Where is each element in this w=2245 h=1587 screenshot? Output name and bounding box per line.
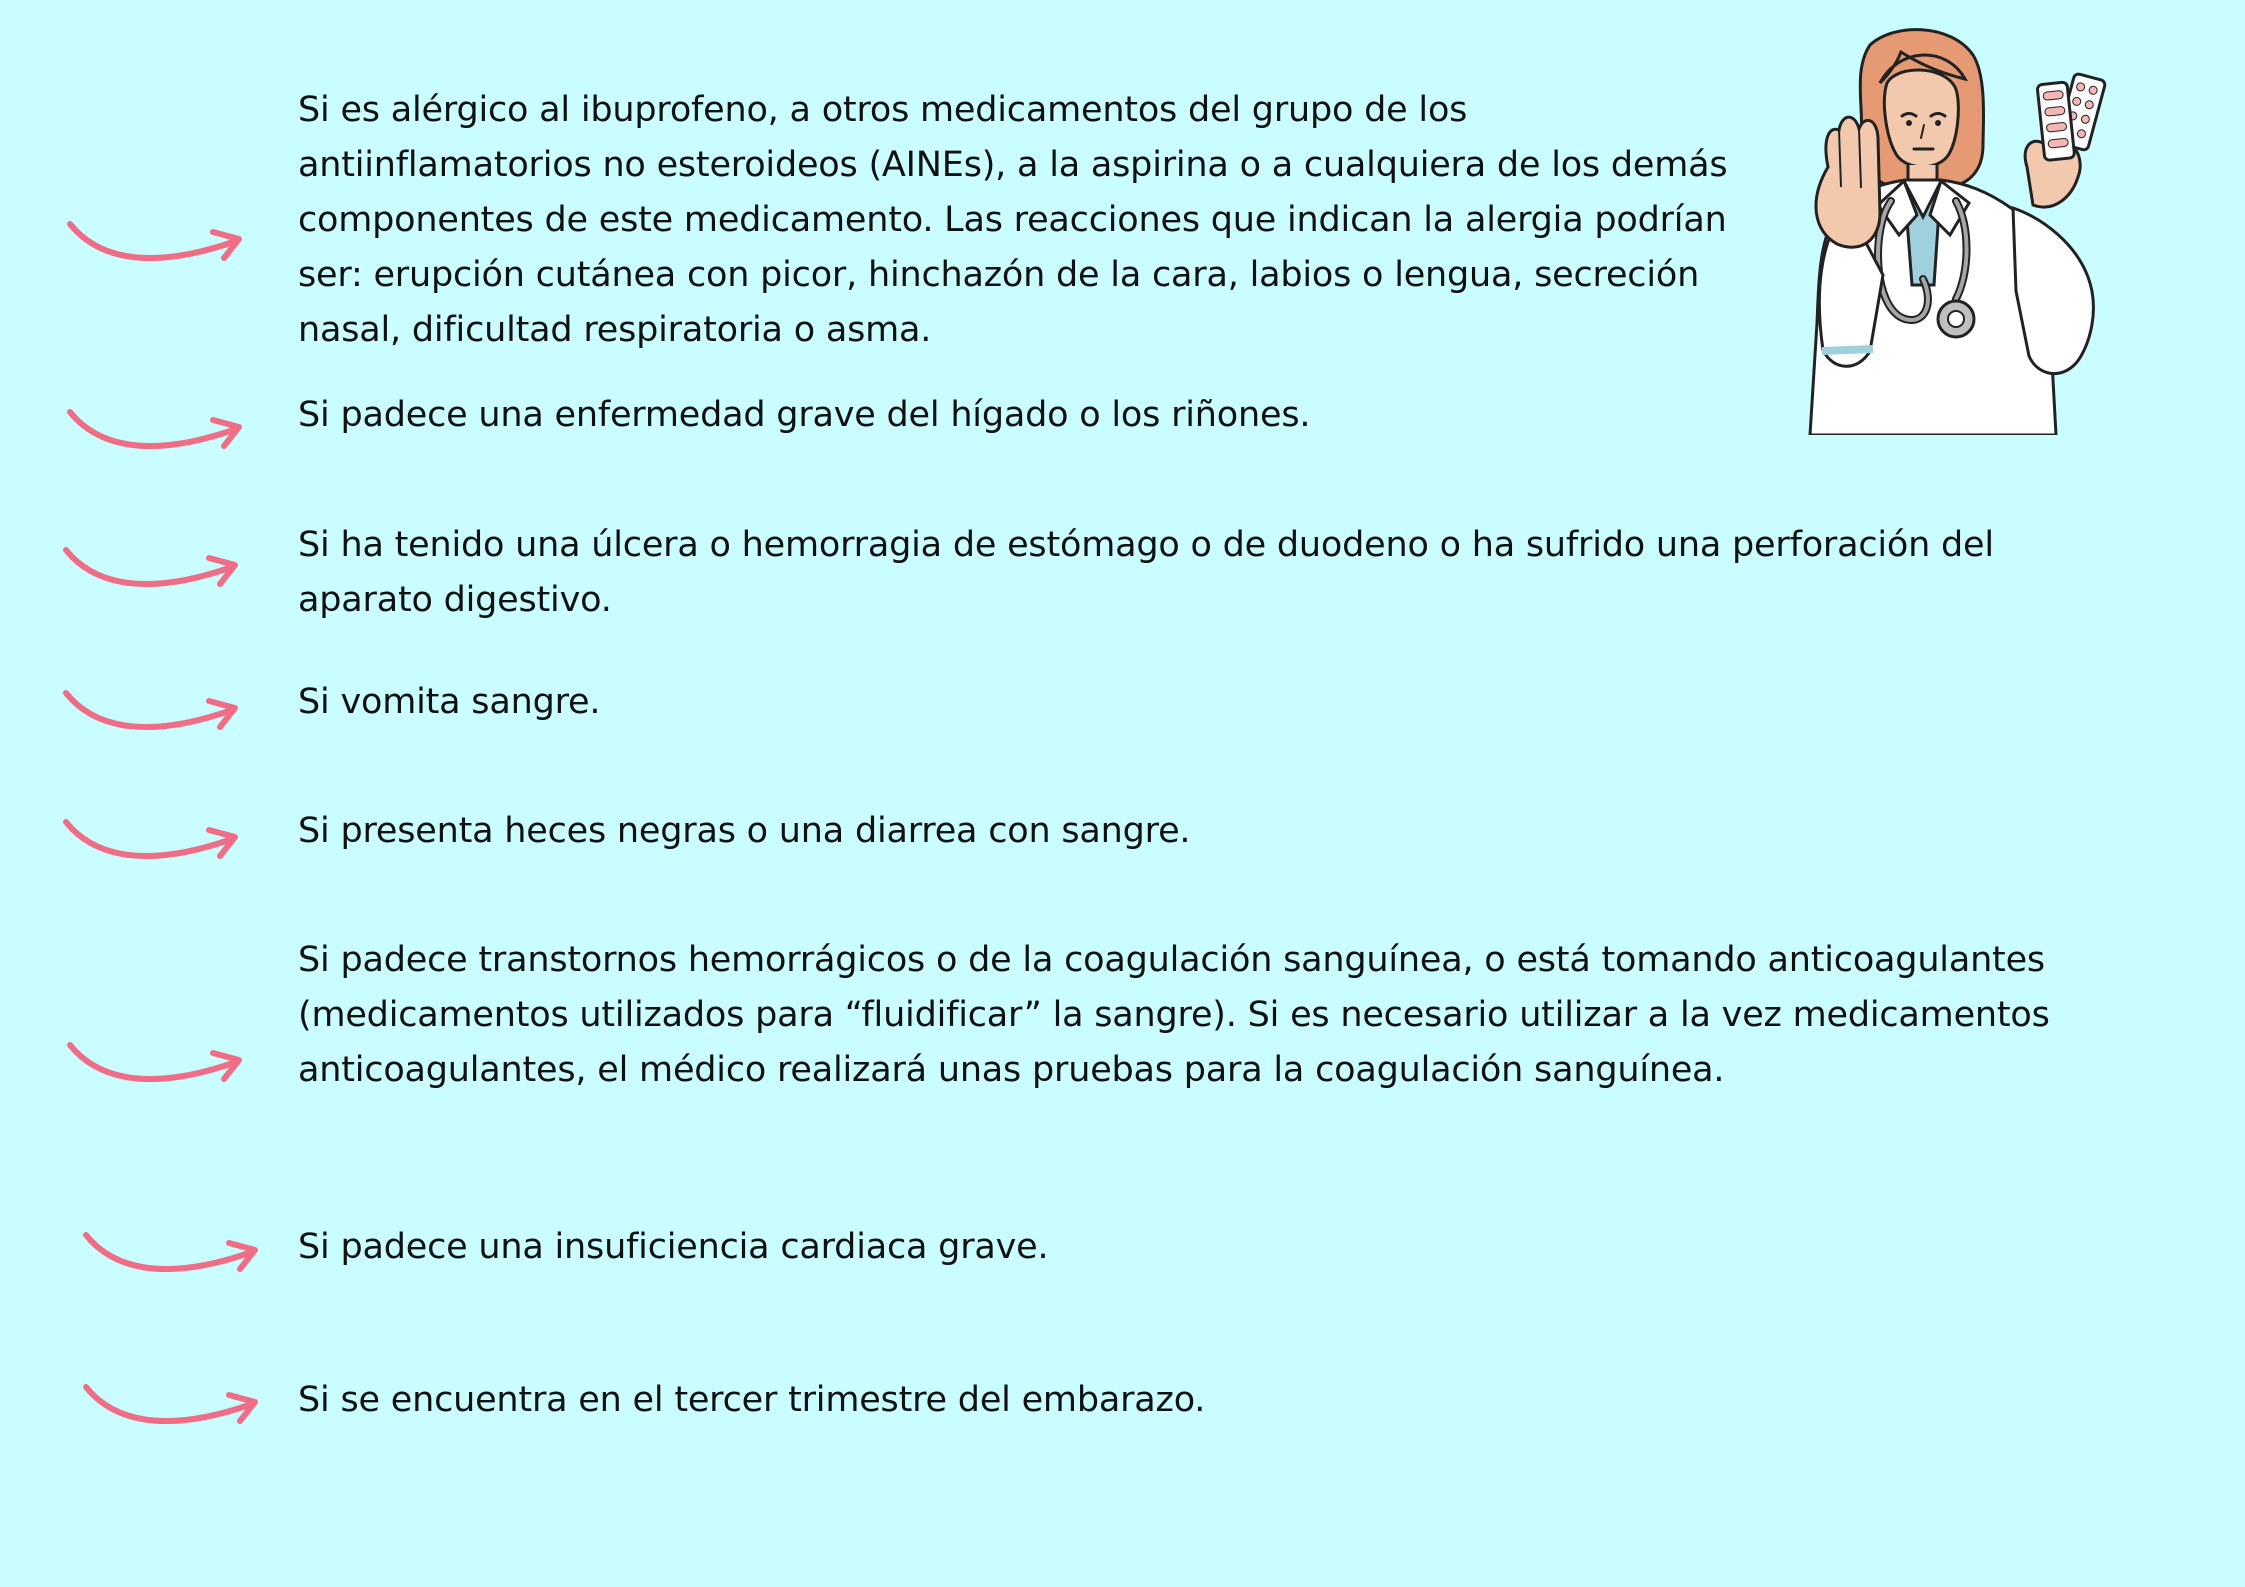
warning-text-liver-kidney: Si padece una enfermedad grave del hígado o los riñones. (298, 395, 1311, 435)
doctor-holding-pills-icon (1775, 25, 2185, 435)
warning-text-pregnancy: Si se encuentra en el tercer trimestre del embarazo. (298, 1380, 1206, 1420)
pink-arrow-icon (62, 214, 252, 284)
pink-arrow-icon (58, 540, 248, 610)
pink-arrow-icon (58, 683, 248, 753)
warning-text-heart-failure: Si padece una insuficiencia cardiaca grave. (298, 1227, 1049, 1267)
pink-arrow-icon (58, 812, 248, 882)
warning-text-ulcer: Si ha tenido una úlcera o hemorragia de estómago o de duodeno o ha sufrido una perforación del aparato digestivo. (298, 525, 1994, 620)
warning-text-black-stools: Si presenta heces negras o una diarrea con sangre. (298, 811, 1191, 851)
pink-arrow-icon (78, 1225, 268, 1295)
warning-text-coagulation: Si padece transtornos hemorrágicos o de la coagulación sanguínea, o está tomando anticoagulantes (medicamentos utilizados para “fluidificar” la sangre). Si es necesario utilizar a la vez medicamentos anticoagulantes, el médico realizará unas pruebas para la coagulación sanguínea. (298, 940, 2050, 1090)
pink-arrow-icon (78, 1377, 268, 1447)
pink-arrow-icon (62, 402, 252, 472)
warning-text-vomit-blood: Si vomita sangre. (298, 682, 601, 722)
warning-text-allergy: Si es alérgico al ibuprofeno, a otros medicamentos del grupo de los antiinflamatorios no esteroideos (AINEs), a la aspirina o a cualquiera de los demás componentes de este medicamento. Las reacciones que indican la alergia podrían ser: erupción cutánea con picor, hinchazón de la cara, labios o lengua, secreción nasal, dificultad respiratoria o asma. (298, 90, 1728, 350)
pink-arrow-icon (62, 1035, 252, 1105)
